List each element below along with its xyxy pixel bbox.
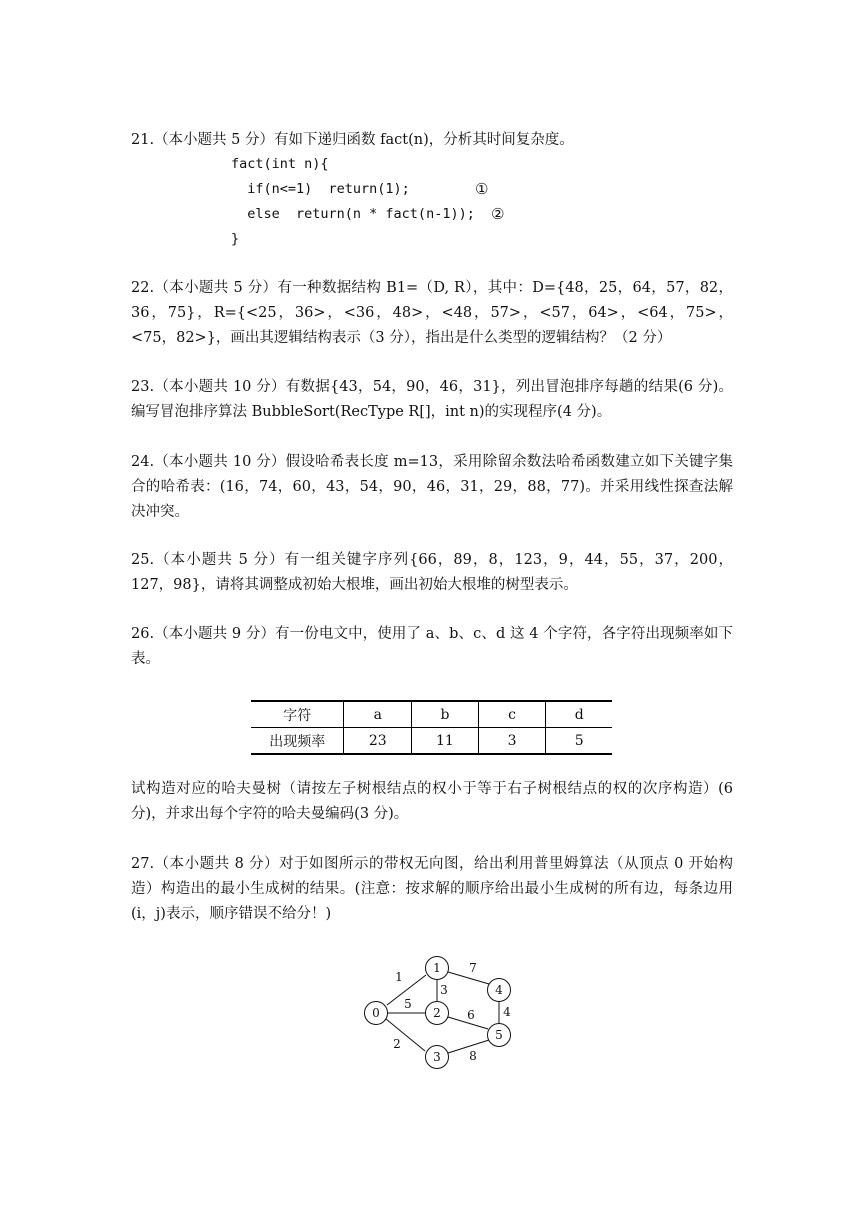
table-cell: 字符 [251, 701, 344, 728]
code-line: fact(int n){ [231, 156, 329, 172]
table-row [251, 701, 612, 728]
edge-weight-label: 5 [404, 997, 412, 1011]
question-22: 22.（本小题共 5 分）有一种数据结构 B1=（D, R），其中：D={48，25，64，57，82，36，75}，R={<25，36>，<36，48>，<48，57>，<57，64>，<64，75>，<75，82>}，画出其逻辑结构表示（3 分），指出是什么类型的逻辑结构？（2 分） [131, 280, 733, 346]
frequency-table [251, 700, 612, 755]
question-24: 24.（本小题共 10 分）假设哈希表长度 m=13，采用除留余数法哈希函数建立如下关键字集合的哈希表：(16，74，60，43，54，90，46，31，29，88，77)。并采用线性探查法解决冲突。 [131, 454, 733, 520]
node-label: 0 [372, 1006, 380, 1020]
question-25: 25.（本小题共 5 分）有一组关键字序列{66，89，8，123，9，44，55，37，200，127，98}，请将其调整成初始大根堆，画出初始大根堆的树型表示。 [131, 552, 733, 593]
table-cell: c [478, 701, 546, 728]
node-label: 2 [433, 1006, 441, 1020]
table-cell: 3 [478, 728, 546, 755]
question-27: 27.（本小题共 8 分）对于如图所示的带权无向图，给出利用普里姆算法（从顶点 0 开始构造）构造出的最小生成树的结果。(注意：按求解的顺序给出最小生成树的所有边，每条边用(i，j)表示，顺序错误不给分！) [131, 856, 733, 922]
question-21: 21.（本小题共 5 分）有如下递归函数 fact(n)，分析其时间复杂度。 [131, 132, 574, 148]
statement-marker-1: ① [475, 180, 489, 198]
table-cell: 出现频率 [251, 728, 344, 755]
edge-weight-label: 2 [393, 1037, 401, 1051]
question-23: 23.（本小题共 10 分）有数据{43，54，90，46，31}，列出冒泡排序每趟的结果(6 分)。编写冒泡排序算法 BubbleSort(RecType R[]，int n)的实现程序(4 分)。 [131, 379, 733, 420]
edge-weight-label: 3 [440, 983, 448, 997]
edge-weight-label: 6 [467, 1008, 475, 1022]
statement-marker-2: ② [491, 205, 505, 223]
code-line: } [231, 231, 240, 247]
code-line: if(n<=1) return(1); [231, 181, 410, 197]
table-cell: 23 [344, 728, 412, 755]
node-label: 4 [495, 983, 503, 997]
edge-weight-label: 4 [503, 1005, 511, 1019]
edge-weight-label: 1 [395, 970, 403, 984]
node-label: 5 [495, 1028, 503, 1042]
table-cell: 11 [412, 728, 479, 755]
question-26-continued: 试构造对应的哈夫曼树（请按左子树根结点的权小于等于右子树根结点的权的次序构造）(6 分)，并求出每个字符的哈夫曼编码(3 分)。 [131, 781, 733, 822]
table-cell: a [344, 701, 412, 728]
table-cell: b [412, 701, 479, 728]
edge-weight-label: 8 [469, 1049, 477, 1063]
code-block-fact [231, 152, 505, 252]
code-line: else return(n * fact(n-1)); [231, 206, 475, 222]
node-label: 3 [433, 1050, 441, 1064]
table-row [251, 728, 612, 755]
node-label: 1 [433, 961, 441, 975]
edge-0-3 [386, 1019, 425, 1051]
question-26: 26.（本小题共 9 分）有一份电文中，使用了 a、b、c、d 这 4 个字符，各字符出现频率如下表。 [131, 626, 733, 667]
table-cell: 5 [546, 728, 612, 755]
edge-weight-label: 7 [469, 961, 477, 975]
weighted-graph [350, 950, 530, 1075]
table-cell: d [546, 701, 612, 728]
